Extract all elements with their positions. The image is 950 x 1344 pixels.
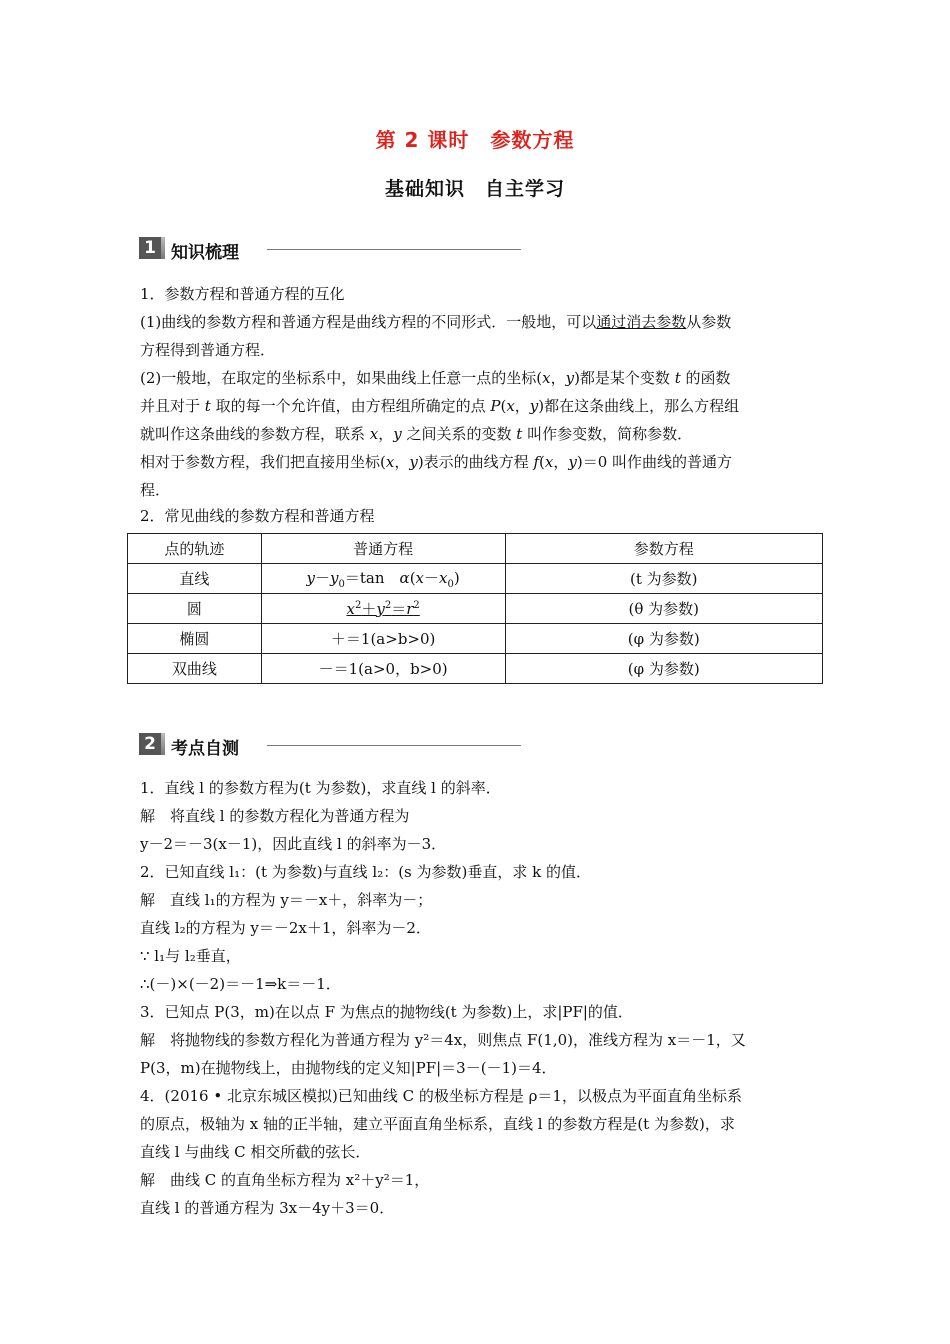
knowledge-paragraph-1 (140, 312, 731, 332)
text-run: 从参数 (686, 313, 732, 331)
text-run: ( (539, 453, 545, 471)
text-run: ， (394, 453, 410, 471)
text-run: ， (514, 397, 530, 415)
math-op: ) (453, 569, 460, 587)
math-var: x (542, 369, 551, 387)
table-cell-normal-circle (261, 594, 505, 624)
section-rule (267, 249, 521, 250)
text-run: 相对于参数方程，我们把直接用坐标( (140, 453, 386, 471)
math-var: t (674, 369, 681, 387)
question-2: 2．已知直线 l₁：(t 为参数)与直线 l₂：(s 为参数)垂直，求 k 的值． (140, 863, 591, 881)
table-row (128, 624, 823, 654)
knowledge-paragraph-2-line1 (140, 368, 731, 388)
text-run: 并且对于 (140, 397, 205, 415)
table-cell-curve: 椭圆 (128, 624, 262, 654)
section-number-badge: 1 (139, 237, 161, 259)
text-run: ， (550, 369, 566, 387)
math-sup: 2 (384, 600, 392, 611)
knowledge-paragraph-3-line2: 程． (140, 481, 171, 499)
page-title: 第 2 课时 参数方程 (375, 128, 575, 152)
text-run: )都在这条曲线上，那么方程组 (538, 397, 740, 415)
text-run: )＝0 叫作曲线的普通方 (576, 453, 733, 471)
text-run: 之间关系的变数 (401, 425, 517, 443)
math-var: y (330, 569, 339, 587)
section-header-self-test (139, 733, 521, 759)
answer-3-line1: 解 将抛物线的参数方程化为普通方程为 y²＝4x，则焦点 F(1,0)，准线方程为 x＝－1，又 (140, 1031, 746, 1049)
math-var: f (533, 453, 540, 471)
table-header-row (128, 534, 823, 564)
table-header-cell: 参数方程 (505, 534, 823, 564)
text-run: )表示的曲线方程 (417, 453, 534, 471)
math-var: x (439, 569, 448, 587)
knowledge-paragraph-1-cont: 方程得到普通方程． (140, 341, 276, 359)
table-cell-curve: 双曲线 (128, 654, 262, 684)
math-var: y (306, 569, 316, 587)
math-var: x (506, 397, 515, 415)
text-run: (1)曲线的参数方程和普通方程是曲线方程的不同形式．一般地，可以 (140, 313, 597, 331)
underlined-answer: 通过消去参数 (596, 313, 687, 331)
math-var: r (406, 600, 414, 618)
knowledge-paragraph-2-line3 (140, 424, 692, 444)
math-var: y (529, 397, 539, 415)
math-op: － (315, 569, 331, 587)
question-4-line1: 4．(2016 • 北京东城区模拟)已知曲线 C 的极坐标方程是 ρ＝1，以极点为平面直角坐标系 (140, 1087, 742, 1105)
text-run: 的函数 (680, 369, 731, 387)
text-run: ， (378, 425, 394, 443)
text-run: (2)一般地，在取定的坐标系中，如果曲线上任意一点的坐标( (140, 369, 543, 387)
math-var: α (399, 569, 410, 587)
table-cell-curve: 直线 (128, 564, 262, 594)
answer-4-line1: 解 曲线 C 的直角坐标方程为 x²＋y²＝1， (140, 1171, 430, 1189)
section-label: 考点自测 (171, 739, 239, 759)
table-header-cell: 普通方程 (261, 534, 505, 564)
math-var: x (369, 425, 379, 443)
underlined-answer (347, 600, 420, 618)
math-sup: 2 (413, 600, 420, 611)
table-row (128, 654, 823, 684)
table-cell-param: (t 为参数) (505, 564, 823, 594)
answer-3-line2: P(3，m)在抛物线上，由抛物线的定义知|PF|＝3－(－1)＝4． (140, 1059, 557, 1077)
text-run: ( (500, 397, 507, 415)
answer-2-line4: ∴(－)×(－2)＝－1⇒k＝－1． (140, 975, 341, 993)
math-sup: 2 (354, 600, 362, 611)
math-op: ( (409, 569, 416, 587)
math-var: y (409, 453, 418, 471)
table-row (128, 594, 823, 624)
text-run: 取的每一个允许值，由方程组所确定的点 (210, 397, 491, 415)
knowledge-paragraph-2-line2 (140, 396, 739, 416)
section-label: 知识梳理 (171, 243, 239, 263)
answer-1-line2: y－2＝－3(x－1)，因此直线 l 的斜率为－3． (140, 835, 447, 853)
table-cell-normal: ＋＝1(a>b>0) (261, 624, 505, 654)
math-var: t (516, 425, 523, 443)
text-run: ， (553, 453, 569, 471)
question-3: 3．已知点 P(3，m)在以点 F 为焦点的抛物线(t 为参数)上，求|PF|的值． (140, 1003, 633, 1021)
answer-2-line1: 解 直线 l₁的方程为 y＝－x＋，斜率为－； (140, 891, 433, 909)
knowledge-item-2-heading: 2．常见曲线的参数方程和普通方程 (140, 507, 375, 525)
math-var: x (415, 569, 425, 587)
table-header-cell: 点的轨迹 (128, 534, 262, 564)
text-run: 就叫作这条曲线的参数方程，联系 (140, 425, 370, 443)
math-var: P (490, 397, 501, 415)
math-var: x (385, 453, 395, 471)
math-op: － (424, 569, 440, 587)
question-4-line3: 直线 l 与曲线 C 相交所截的弦长． (140, 1143, 371, 1161)
table-cell-param: (θ 为参数) (505, 594, 823, 624)
math-var: y (376, 600, 385, 618)
question-4-line2: 的原点，极轴为 x 轴的正半轴，建立平面直角坐标系，直线 l 的参数方程是(t 为参数)，求 (140, 1115, 735, 1133)
table-row (128, 564, 823, 594)
page-subtitle: 基础知识 自主学习 (384, 178, 565, 200)
section-rule (267, 745, 521, 746)
math-var: y (568, 453, 577, 471)
answer-4-line2: 直线 l 的普通方程为 3x－4y＋3＝0． (140, 1199, 395, 1217)
math-var: t (204, 397, 211, 415)
math-op: ＝ (391, 600, 407, 618)
answer-1-line1: 解 将直线 l 的参数方程化为普通方程为 (140, 807, 410, 825)
answer-2-line2: 直线 l₂的方程为 y＝－2x＋1，斜率为－2． (140, 919, 431, 937)
table-cell-normal: －＝1(a>0，b>0) (261, 654, 505, 684)
table-cell-param: (φ 为参数) (505, 654, 823, 684)
table-cell-curve: 圆 (128, 594, 262, 624)
table-cell-param: (φ 为参数) (505, 624, 823, 654)
curve-equations-table (127, 533, 823, 684)
knowledge-paragraph-3-line1 (140, 452, 732, 472)
question-1: 1．直线 l 的参数方程为(t 为参数)，求直线 l 的斜率． (140, 779, 501, 797)
math-var: y (393, 425, 402, 443)
section-header-knowledge (139, 237, 521, 263)
math-var: x (346, 600, 355, 618)
section-number-badge: 2 (139, 733, 161, 755)
math-op: ＝tan (344, 569, 400, 587)
math-var: x (544, 453, 554, 471)
knowledge-item-1-heading: 1．参数方程和普通方程的互化 (140, 285, 345, 303)
text-run: 叫作参变数，简称参数． (522, 425, 693, 443)
math-sub: 0 (447, 579, 454, 590)
math-var: y (565, 369, 575, 387)
math-op: ＋ (361, 600, 377, 618)
text-run: )都是某个变数 (574, 369, 675, 387)
table-cell-normal-line (261, 564, 505, 594)
answer-2-line3: ∵ l₁与 l₂垂直， (140, 947, 241, 965)
math-sub: 0 (338, 579, 345, 590)
